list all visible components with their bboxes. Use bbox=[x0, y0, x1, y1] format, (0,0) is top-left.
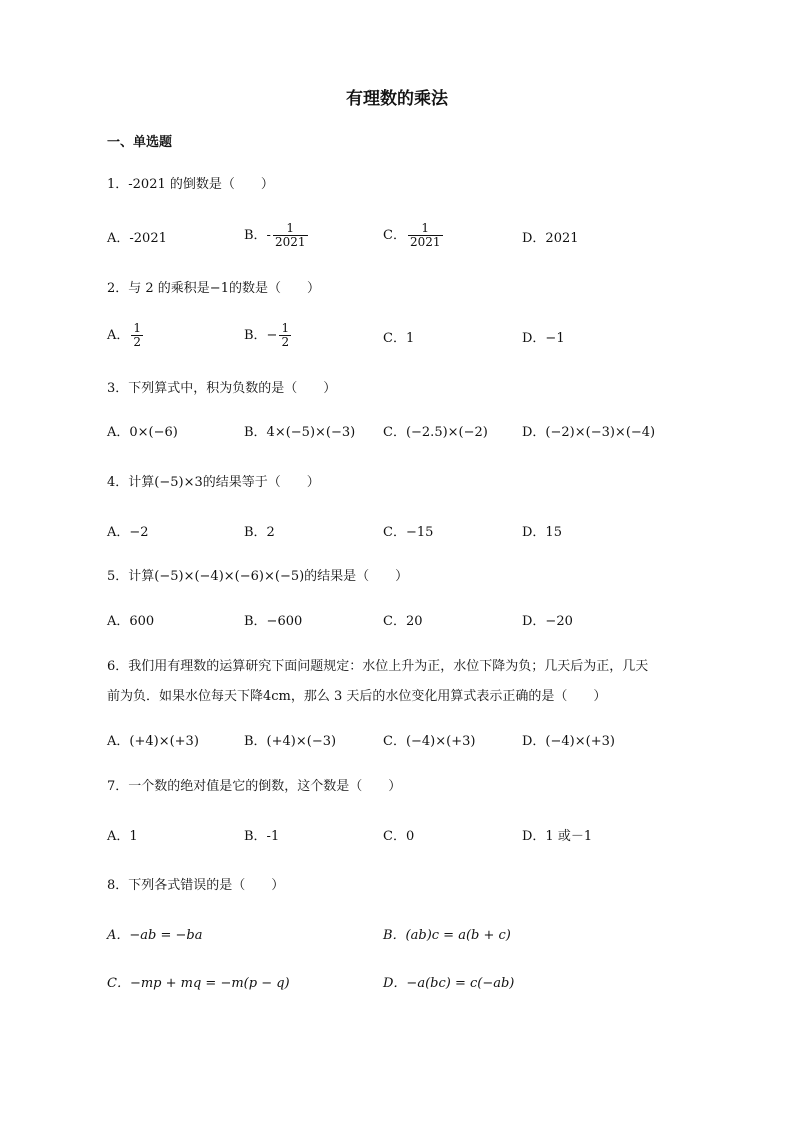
q4-option-a: A．−2 bbox=[107, 525, 149, 540]
q2-option-a bbox=[107, 322, 145, 349]
q3-option-b: B．4×(−5)×(−3) bbox=[244, 425, 356, 440]
q5-option-a: A．600 bbox=[107, 614, 155, 629]
fraction-numerator: 1 bbox=[133, 321, 142, 335]
q5-option-c: C．20 bbox=[383, 614, 423, 629]
q4-option-c: C．−15 bbox=[383, 525, 434, 540]
question-8-stem: 8．下列各式错误的是（ ） bbox=[107, 878, 285, 893]
question-6-stem-line-1: 6．我们用有理数的运算研究下面问题规定：水位上升为正，水位下降为负；几天后为正，几天 bbox=[107, 659, 649, 674]
q5-option-b: B．−600 bbox=[244, 614, 303, 629]
q6-option-b: B．(+4)×(−3) bbox=[244, 734, 337, 749]
fraction-numerator: 1 bbox=[281, 321, 290, 335]
q2-option-d: D．−1 bbox=[522, 331, 565, 346]
q2-option-b-prefix: B．− bbox=[244, 328, 278, 343]
question-5-stem: 5．计算(−5)×(−4)×(−6)×(−5)的结果是（ ） bbox=[107, 569, 409, 584]
q1-option-b-fraction bbox=[273, 222, 308, 249]
q2-option-b-fraction bbox=[279, 322, 291, 349]
q3-option-c: C．(−2.5)×(−2) bbox=[383, 425, 488, 440]
q2-option-a-prefix: A． bbox=[107, 328, 130, 343]
question-2-stem: 2．与 2 的乘积是−1的数是（ ） bbox=[107, 281, 320, 296]
q2-option-b bbox=[244, 322, 293, 349]
q1-option-c-prefix: C． bbox=[383, 228, 406, 243]
q1-option-d: D．2021 bbox=[522, 231, 579, 246]
q7-option-d: D．1 或－1 bbox=[522, 829, 593, 844]
q1-option-a: A．-2021 bbox=[107, 231, 167, 246]
page-title: 有理数的乘法 bbox=[346, 89, 448, 109]
question-7-stem: 7．一个数的绝对值是它的倒数，这个数是（ ） bbox=[107, 779, 402, 794]
fraction-denominator: 2 bbox=[133, 335, 142, 349]
question-4-stem: 4．计算(−5)×3的结果等于（ ） bbox=[107, 475, 320, 490]
q7-option-a: A．1 bbox=[107, 829, 138, 844]
q4-option-d: D．15 bbox=[522, 525, 562, 540]
q8-option-b: B．(ab)c = a(b + c) bbox=[383, 928, 511, 943]
q7-option-c: C．0 bbox=[383, 829, 415, 844]
question-6-stem-line-2: 前为负．如果水位每天下降4cm，那么 3 天后的水位变化用算式表示正确的是（ ） bbox=[107, 689, 607, 704]
q2-option-a-fraction bbox=[131, 322, 143, 349]
question-3-stem: 3．下列算式中，积为负数的是（ ） bbox=[107, 381, 337, 396]
fraction-denominator: 2021 bbox=[274, 235, 306, 249]
question-1-stem: 1．-2021 的倒数是（ ） bbox=[107, 177, 274, 192]
section-heading: 一、单选题 bbox=[107, 135, 173, 150]
fraction-denominator: 2021 bbox=[409, 235, 441, 249]
fraction-numerator: 1 bbox=[273, 222, 308, 236]
q3-option-a: A．0×(−6) bbox=[107, 425, 178, 440]
q3-option-d: D．(−2)×(−3)×(−4) bbox=[522, 425, 656, 440]
q6-option-a: A．(+4)×(+3) bbox=[107, 734, 199, 749]
fraction-denominator: 2 bbox=[281, 335, 290, 349]
q7-option-b: B．-1 bbox=[244, 829, 280, 844]
q2-option-c: C．1 bbox=[383, 331, 415, 346]
q8-option-d: D．−a(bc) = c(−ab) bbox=[383, 976, 515, 991]
q6-option-c: C．(−4)×(+3) bbox=[383, 734, 476, 749]
q1-option-b bbox=[244, 222, 310, 249]
q6-option-d: D．(−4)×(+3) bbox=[522, 734, 615, 749]
q1-option-b-prefix: B．- bbox=[244, 228, 271, 243]
q1-option-c bbox=[383, 222, 445, 249]
q8-option-a: A．−ab = −ba bbox=[107, 928, 203, 943]
fraction-numerator: 1 bbox=[408, 222, 443, 236]
q1-option-c-fraction bbox=[408, 222, 443, 249]
q8-option-c: C．−mp + mq = −m(p − q) bbox=[107, 976, 290, 991]
q5-option-d: D．−20 bbox=[522, 614, 573, 629]
q4-option-b: B．2 bbox=[244, 525, 275, 540]
